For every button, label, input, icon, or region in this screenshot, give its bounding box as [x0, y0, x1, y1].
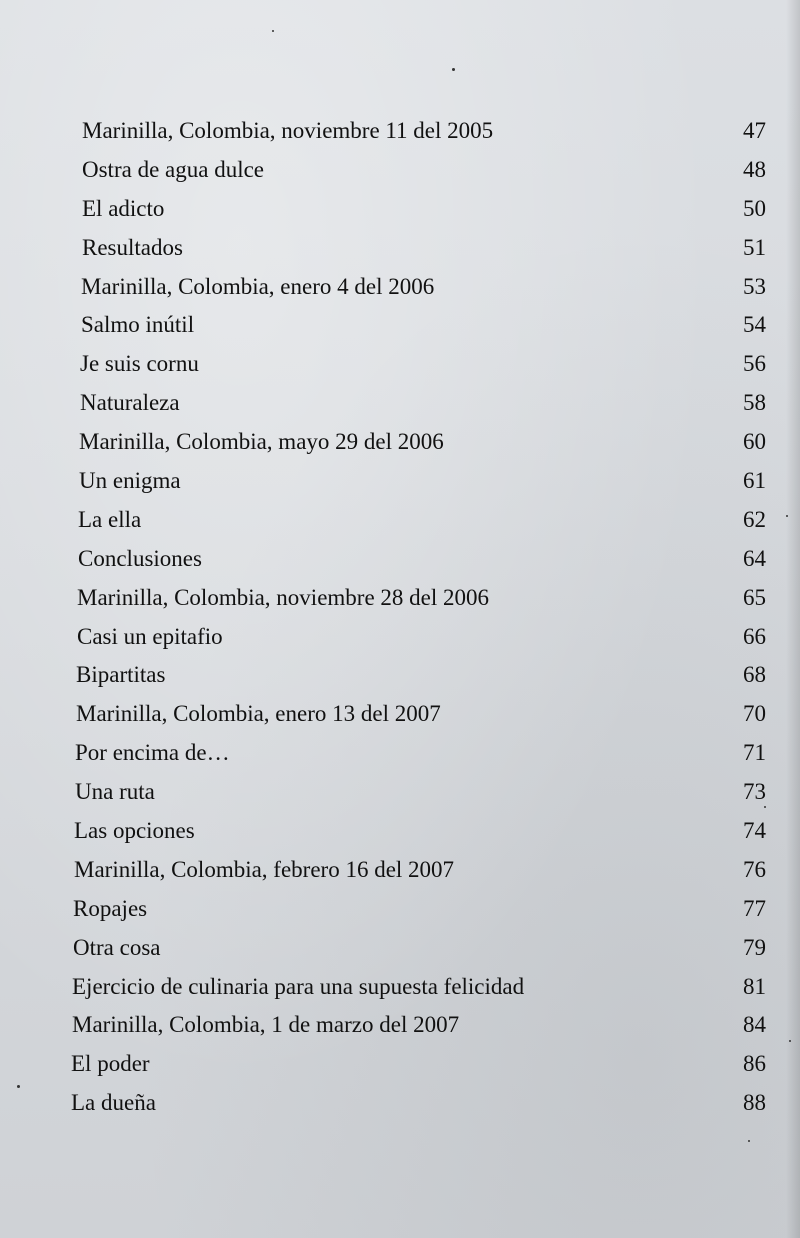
- toc-entry: [0, 345, 800, 384]
- toc-entry-page: 86: [743, 1051, 766, 1077]
- toc-entry: [0, 1006, 800, 1045]
- toc-entry: [0, 929, 800, 968]
- toc-entry-title: Resultados: [82, 234, 183, 260]
- toc-entry: [0, 112, 800, 151]
- toc-entry: [0, 540, 800, 579]
- toc-entry: [0, 190, 800, 229]
- toc-entry-title: Otra cosa: [73, 934, 161, 960]
- toc-entry-page: 88: [743, 1090, 766, 1116]
- toc-entry-page: 76: [743, 856, 766, 882]
- toc-entry-title: El adicto: [82, 195, 165, 221]
- toc-entry-page: 47: [743, 118, 766, 143]
- toc-entry-page: 60: [743, 429, 766, 455]
- dust-speck: [764, 806, 766, 808]
- toc-entry-page: 51: [743, 234, 766, 260]
- toc-entry: [0, 734, 800, 773]
- toc-entry: [0, 656, 800, 695]
- toc-entry-title: Una ruta: [75, 779, 155, 805]
- toc-entry-title: El poder: [71, 1051, 150, 1077]
- toc-entry-title: Ropajes: [73, 895, 148, 921]
- toc-entry-page: 84: [743, 1012, 766, 1038]
- toc-entry: [0, 579, 800, 618]
- toc-entry: [0, 306, 800, 345]
- toc-entry-page: 70: [743, 701, 766, 727]
- dust-speck: [748, 1140, 750, 1142]
- toc-entry-page: 48: [743, 156, 766, 182]
- toc-entry-page: 50: [743, 195, 766, 221]
- toc-entry-title: Marinilla, Colombia, enero 4 del 2006: [81, 273, 435, 299]
- toc-entry: [0, 851, 800, 890]
- toc-entry-title: Bipartitas: [76, 662, 166, 688]
- toc-entry-title: Por encima de…: [75, 740, 230, 766]
- toc-entry: [0, 423, 800, 462]
- toc-entry-title: Marinilla, Colombia, febrero 16 del 2007: [74, 856, 455, 882]
- toc-entry-page: 73: [743, 779, 766, 805]
- toc-entry-page: 56: [743, 351, 766, 377]
- table-of-contents: [0, 112, 800, 1123]
- toc-entry: [0, 890, 800, 929]
- toc-entry-page: 64: [743, 545, 766, 571]
- toc-entry: [0, 695, 800, 734]
- toc-entry-page: 65: [743, 584, 766, 610]
- toc-entry: [0, 773, 800, 812]
- dust-speck: [17, 1085, 20, 1088]
- toc-entry-page: 58: [743, 390, 766, 416]
- toc-entry-title: Marinilla, Colombia, noviembre 11 del 2005: [82, 118, 494, 143]
- toc-entry-title: Marinilla, Colombia, 1 de marzo del 2007: [72, 1012, 460, 1038]
- toc-entry-title: Naturaleza: [80, 390, 180, 416]
- toc-entry-page: 68: [743, 662, 766, 688]
- toc-entry: [0, 1045, 800, 1084]
- toc-entry-page: 81: [743, 973, 766, 999]
- toc-entry-page: 74: [743, 818, 766, 844]
- toc-entry: [0, 268, 800, 307]
- page-edge-shadow: [786, 0, 800, 1238]
- toc-entry: [0, 618, 800, 657]
- toc-entry-title: La ella: [78, 506, 142, 532]
- toc-entry-page: 66: [743, 623, 766, 649]
- toc-entry: [0, 812, 800, 851]
- toc-entry-page: 79: [743, 934, 766, 960]
- toc-entry-title: Ostra de agua dulce: [82, 156, 265, 182]
- toc-entry-page: 54: [743, 312, 766, 338]
- toc-entry-page: 77: [743, 895, 766, 921]
- toc-entry-title: Las opciones: [74, 818, 195, 844]
- toc-entry: [0, 968, 800, 1007]
- toc-entry-page: 53: [743, 273, 766, 299]
- toc-entry-title: Marinilla, Colombia, mayo 29 del 2006: [79, 429, 444, 455]
- toc-entry-title: Marinilla, Colombia, enero 13 del 2007: [76, 701, 441, 727]
- toc-entry: [0, 229, 800, 268]
- toc-entry: [0, 151, 800, 190]
- toc-entry-title: Un enigma: [79, 468, 181, 494]
- toc-entry-title: Marinilla, Colombia, noviembre 28 del 2006: [77, 584, 490, 610]
- toc-entry-page: 62: [743, 506, 766, 532]
- toc-entry-title: Salmo inútil: [81, 312, 195, 338]
- toc-entry: [0, 384, 800, 423]
- toc-entry-page: 71: [743, 740, 766, 766]
- toc-entry-title: Conclusiones: [78, 545, 202, 571]
- dust-speck: [452, 68, 455, 71]
- toc-entry-page: 61: [743, 468, 766, 494]
- toc-entry-title: La dueña: [71, 1090, 156, 1116]
- toc-entry: [0, 462, 800, 501]
- toc-entry: [0, 501, 800, 540]
- toc-entry: [0, 1084, 800, 1123]
- toc-entry-title: Je suis cornu: [80, 351, 199, 377]
- toc-entry-title: Casi un epitafio: [77, 623, 223, 649]
- toc-entry-title: Ejercicio de culinaria para una supuesta felicidad: [72, 973, 525, 999]
- dust-speck: [272, 30, 274, 32]
